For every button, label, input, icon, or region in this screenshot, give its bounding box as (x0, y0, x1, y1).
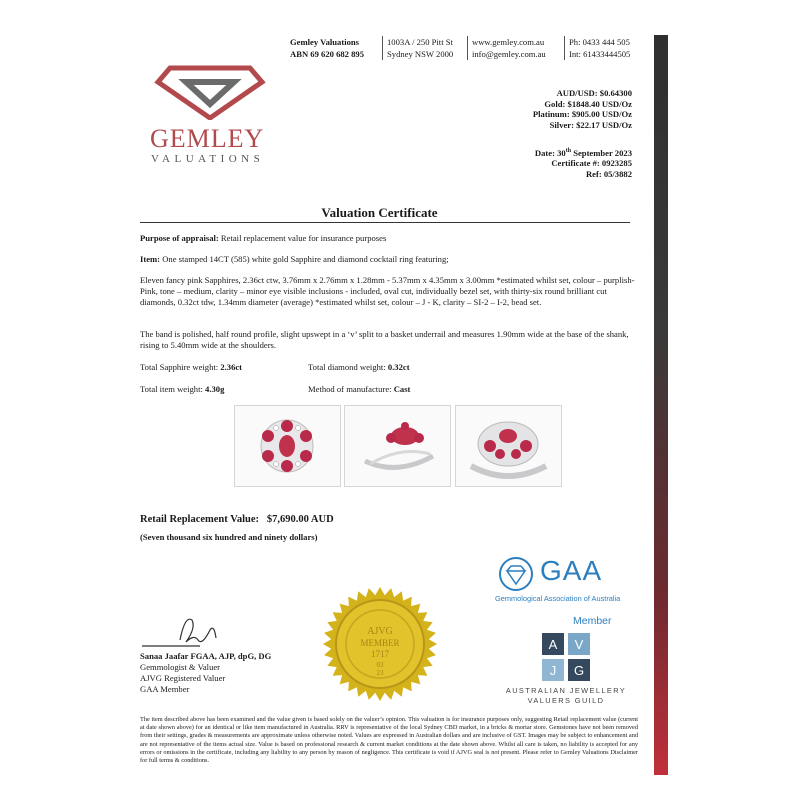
purpose-label: Purpose of appraisal: (140, 233, 219, 243)
header-company (290, 36, 364, 60)
disclaimer-text: The item described above has been examined and the value given is based solely on the valuer’s opinion. This valuation is for insurance purposes only, suggesting Retail replacement value (current at date shown above) for an identical or like item manufactured in Australia. RRV is representative of the local Sydney CBD market, in a bricks & mortar store. Gemstones have not been removed from their settings, grades & measurements are approximate unless otherwise noted. Values are expressed in Australian dollars and are inclusive of GST. Images may be subject to enhancement and are not representative of the items actual size. Value is based on professional research & current market conditions at the date shown above. Whilst all care is taken, no liability is accepted for any errors or omissions in the certificate, including any liability to any person by reason of negligence. This certificate is void if AJVG seal is not present. Please refer to Gemley Valuations Disclaimer for full terms & conditions. (140, 716, 638, 765)
address-line2: Sydney NSW 2000 (387, 49, 454, 59)
email-link[interactable]: info@gemley.com.au (472, 49, 546, 59)
seal-line1: AJVG (367, 626, 393, 637)
gaa-name: GAA (540, 555, 603, 586)
company-abn: ABN 69 620 682 895 (290, 49, 365, 59)
ajvg-letter-a: A (548, 637, 558, 652)
certificate-number: Certificate #: 0923285 (551, 158, 632, 169)
item-weight-label: Total item weight: (140, 384, 203, 394)
signatory-membership: GAA Member (140, 684, 190, 694)
address-line1: 1003A / 250 Pitt St (387, 37, 453, 47)
rate-audusd: AUD/USD: $0.64300 (556, 88, 632, 98)
seal-line4: 03 (376, 661, 384, 669)
rate-gold: Gold: $1848.40 USD/Oz (544, 98, 632, 109)
brand-subtitle: VALUATIONS (151, 153, 265, 165)
header-phone (569, 36, 630, 60)
rate-platinum: Platinum: $905.00 USD/Oz (532, 109, 632, 119)
ring-photo-top (234, 405, 341, 487)
gaa-logo-icon (496, 556, 536, 592)
ajvg-letter-j: J (549, 663, 557, 678)
brand-name: GEMLEY (150, 124, 265, 153)
ajvg-letter-g: G (573, 663, 585, 678)
value-in-words: (Seven thousand six hundred and ninety dollars) (140, 532, 318, 542)
sapphire-value: 2.36ct (220, 362, 243, 372)
method-label: Method of manufacture: (308, 384, 392, 394)
metal-rates (533, 88, 632, 130)
ajvg-line1: AUSTRALIAN JEWELLERY (505, 686, 627, 695)
value-label: Retail Replacement Value: (140, 514, 259, 525)
signatory-name: Sanaa Jaafar FGAA, AJP, dpG, DG (140, 651, 272, 661)
header-web (472, 36, 546, 60)
gemley-logo-icon (150, 60, 270, 120)
signatory-registration: AJVG Registered Valuer (140, 673, 226, 683)
seal-line2: MEMBER (360, 638, 400, 648)
seal-line3: 1717 (371, 649, 389, 659)
signatory (140, 651, 271, 695)
diamond-weight (308, 362, 508, 373)
sapphire-weight (140, 362, 290, 373)
signatory-role: Gemmologist & Valuer (140, 662, 221, 672)
ring-photo-front (455, 405, 562, 487)
header-address (387, 36, 453, 60)
signature-icon (140, 610, 290, 652)
decorative-side-bar (654, 35, 668, 775)
item-weight-value: 4.30g (205, 384, 225, 394)
header-divider (564, 36, 565, 60)
ajvg-letter-v: V (574, 637, 584, 652)
reference-number: Ref: 05/3882 (585, 168, 632, 179)
manufacture-method (308, 384, 508, 395)
item-line (140, 254, 635, 265)
purpose-line (140, 233, 635, 244)
ajvg-name (500, 686, 632, 706)
header-divider (382, 36, 383, 60)
title-rule (140, 222, 630, 223)
certificate-date (535, 146, 632, 158)
method-value: Cast (393, 384, 411, 394)
purpose-text: Retail replacement value for insurance purposes (218, 233, 387, 243)
diamond-label: Total diamond weight: (308, 362, 386, 372)
ajvg-logo-icon (540, 632, 600, 684)
certificate-meta (535, 146, 632, 179)
stones-description: Eleven fancy pink Sapphires, 2.36ct ctw, 3.76mm x 2.76mm x 1.28mm - 5.37mm x 4.35mm x 3.00mm *estimated whilst set, colour – purplish-Pink, tone – medium, clarity – minor eye visible inclusions - included, oval cut, individually bezel set, with thirty-six round brilliant cut diamonds, 0.32ct tdw, 1.34mm diameter (average) *estimated whilst set, colour – J - K, clarity – SI-2 – I-2, bead set. (140, 275, 635, 307)
ajvg-gold-seal-icon (322, 586, 438, 702)
intl-phone-number: Int: 61433444505 (569, 49, 631, 59)
website-link[interactable]: www.gemley.com.au (472, 37, 545, 47)
ring-photo-side (344, 405, 451, 487)
page-title: Valuation Certificate (321, 205, 438, 220)
phone-number: Ph: 0433 444 505 (569, 37, 630, 47)
sapphire-label: Total Sapphire weight: (140, 362, 219, 372)
seal-line5: 23 (376, 669, 384, 677)
item-label: Item: (140, 254, 161, 264)
date-suffix: th (565, 148, 572, 154)
ajvg-line2: VALUERS GUILD (527, 696, 605, 705)
item-text: One stamped 14CT (585) white gold Sapphire and diamond cocktail ring featuring; (160, 254, 449, 264)
header-divider (467, 36, 468, 60)
gaa-fullname: Gemmological Association of Australia (495, 594, 621, 603)
item-weight (140, 384, 290, 395)
date-rest: September 2023 (571, 147, 632, 158)
gaa-member-label: Member (573, 615, 612, 627)
company-name: Gemley Valuations (290, 37, 359, 47)
retail-value (140, 514, 334, 525)
date-label: Date: 30 (534, 147, 566, 158)
band-description: The band is polished, half round profile, slight upswept in a ‘v’ split to a basket underrail and measures 1.90mm wide at the base of the shank, rising to 5.40mm wide at the shoulders. (140, 329, 629, 350)
value-amount: $7,690.00 AUD (266, 514, 334, 525)
rate-silver: Silver: $22.17 USD/Oz (549, 119, 632, 130)
diamond-value: 0.32ct (387, 362, 410, 372)
